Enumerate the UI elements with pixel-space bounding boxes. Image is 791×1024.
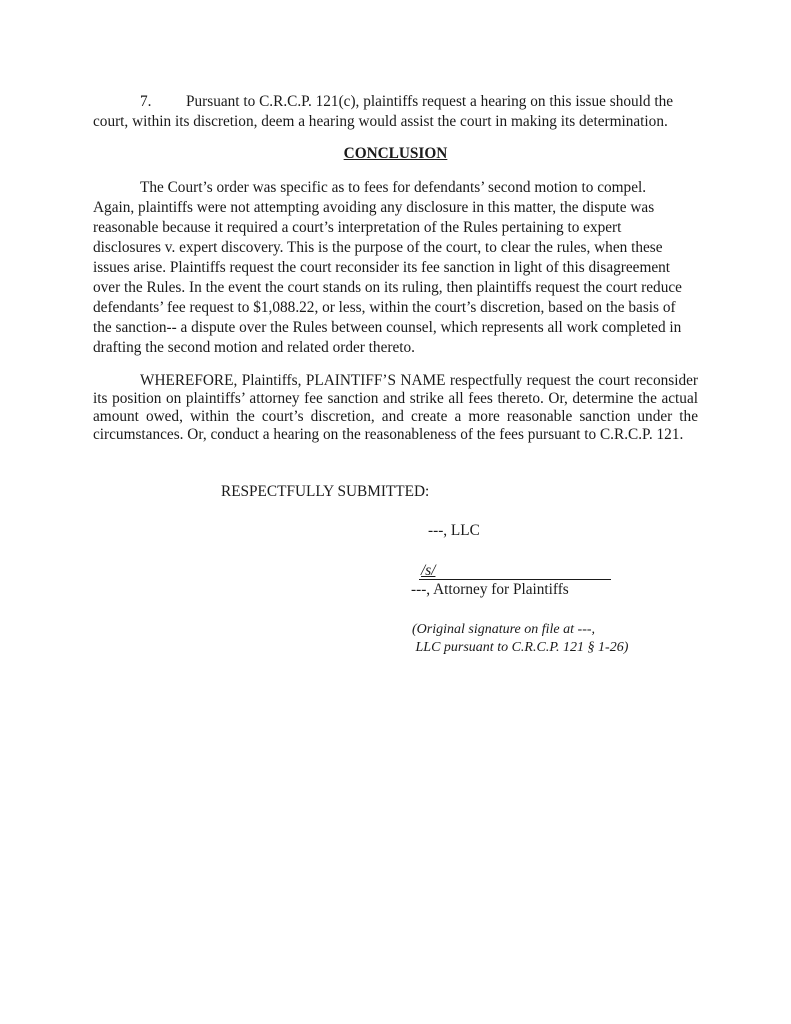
conclusion-line: reasonable because it required a court’s interpretation of the Rules pertaining to expert [93, 219, 622, 236]
original-signature-note [412, 621, 628, 657]
conclusion-line: the sanction-- a dispute over the Rules between counsel, which represents all work completed in [93, 319, 682, 336]
conclusion-line: defendants’ fee request to $1,088.22, or less, within the court’s discretion, based on the basis of [93, 299, 676, 316]
paragraph-7-line-2: court, within its discretion, deem a hearing would assist the court in making its determination. [93, 113, 668, 130]
paragraph-7-line-1 [93, 92, 698, 112]
attorney-name: ---, Attorney for Plaintiffs [411, 581, 569, 598]
paragraph-7 [93, 92, 698, 132]
conclusion-line: issues arise. Plaintiffs request the court reconsider its fee sanction in light of this disagreement [93, 259, 671, 276]
conclusion-line: Again, plaintiffs were not attempting avoiding any disclosure in this matter, the dispute was [93, 199, 655, 216]
conclusion-line: drafting the second motion and related order thereto. [93, 339, 415, 356]
conclusion-line: over the Rules. In the event the court stands on its ruling, then plaintiffs request the court reduce [93, 279, 682, 296]
paragraph-number: 7. [140, 93, 152, 110]
original-note-line-1: (Original signature on file at ---, [412, 622, 596, 637]
respectfully-submitted: RESPECTFULLY SUBMITTED: [221, 483, 430, 500]
firm-name: ---, LLC [428, 522, 480, 539]
electronic-signature: /s/ [421, 562, 436, 579]
conclusion-heading: CONCLUSION [343, 145, 448, 162]
conclusion-paragraph [93, 178, 698, 358]
original-note-line-2: LLC pursuant to C.R.C.P. 121 § 1-26) [412, 640, 629, 655]
signature-line [419, 561, 611, 580]
paragraph-7-text-1: Pursuant to C.R.C.P. 121(c), plaintiffs request a hearing on this issue should the [186, 93, 674, 110]
conclusion-line [93, 178, 698, 198]
wherefore-paragraph [93, 372, 698, 444]
wherefore-text: WHEREFORE, Plaintiffs, PLAINTIFF’S NAME respectfully request the court reconsider its position on plaintiffs’ attorney fee sanction and strike all fees thereto. Or, determine the actual amount owed, within the court’s discretion, and create a more reasonable sanction under the circumstances. Or, conduct a hearing on the reasonableness of the fees pursuant to C.R.C.P. 121. [93, 372, 698, 443]
conclusion-line: disclosures v. expert discovery. This is the purpose of the court, to clear the rules, when these [93, 239, 663, 256]
conclusion-line-text: The Court’s order was specific as to fees for defendants’ second motion to compel. [140, 179, 647, 196]
